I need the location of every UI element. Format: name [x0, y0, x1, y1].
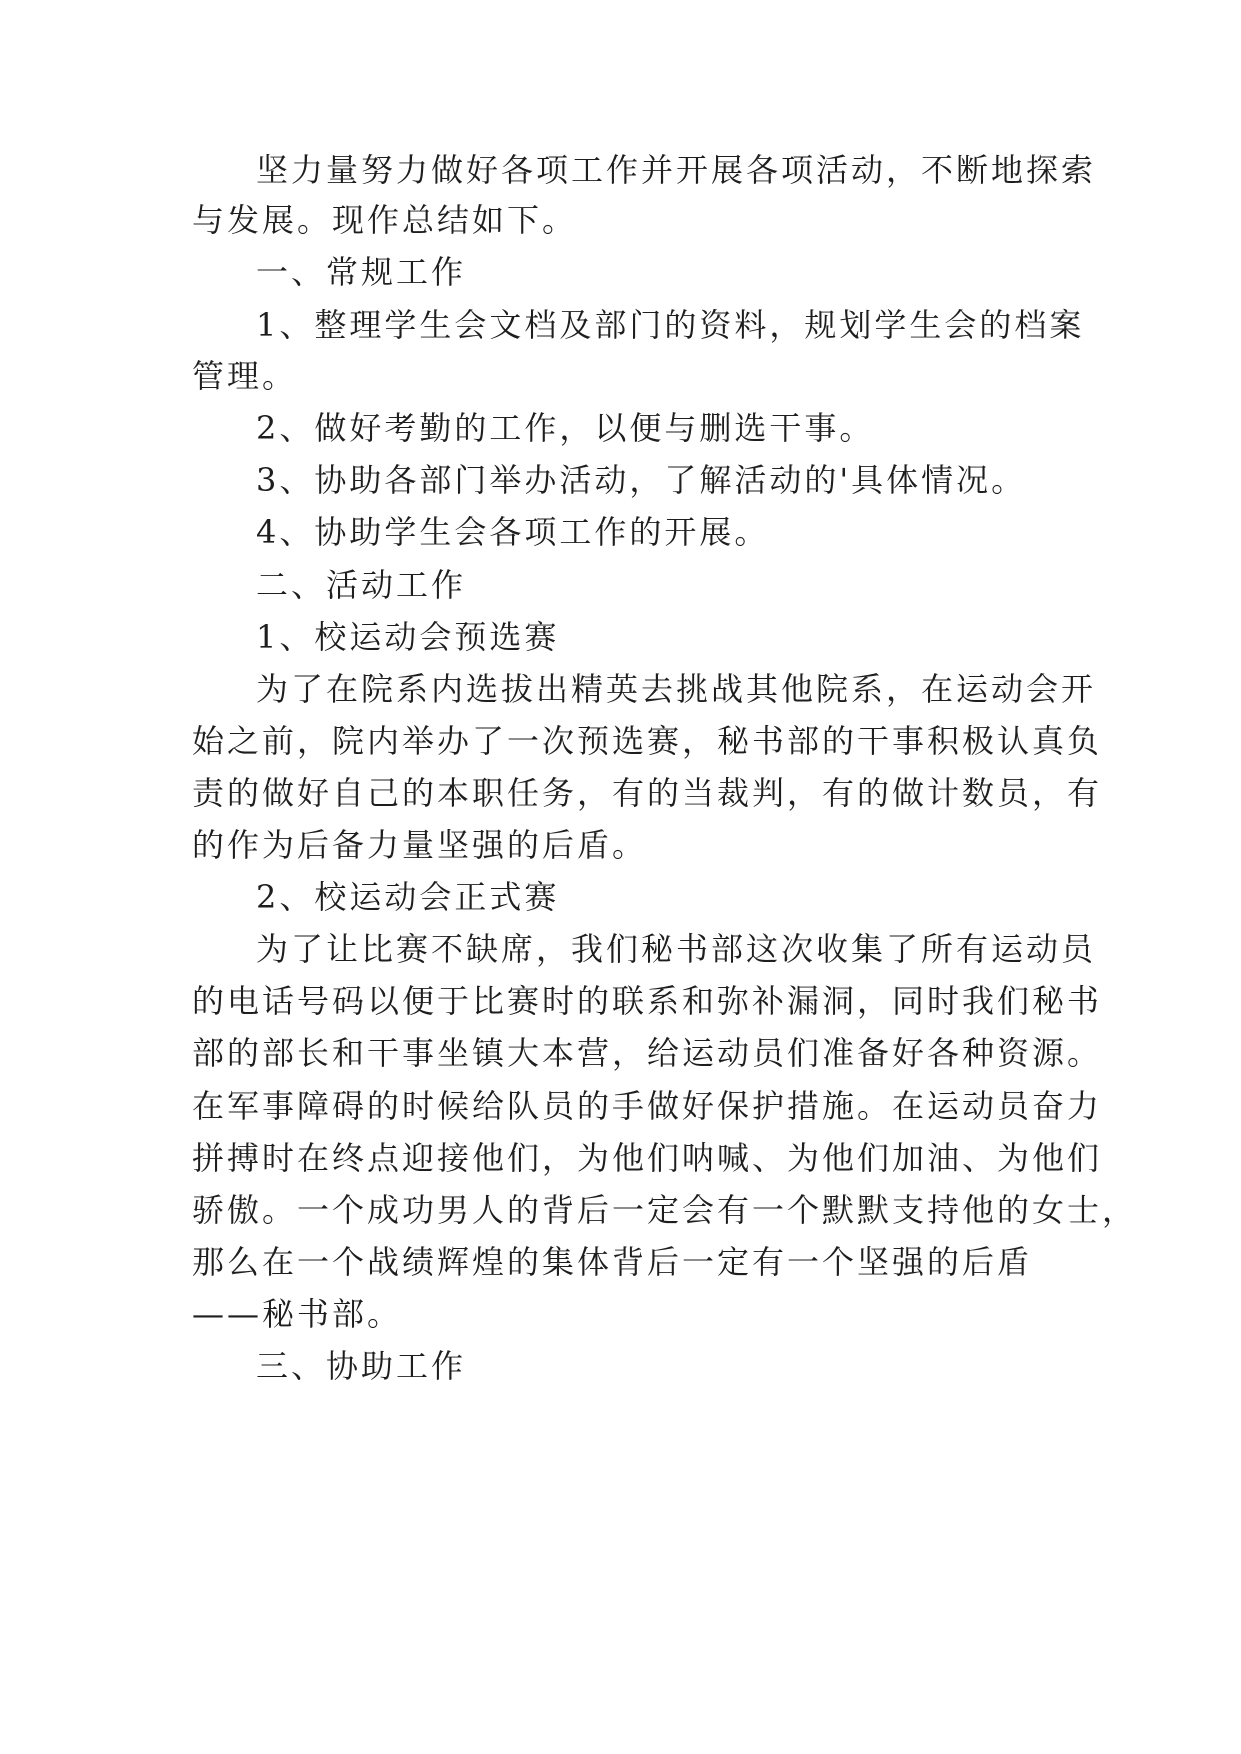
- paragraph-line: 为了在院系内选拔出精英去挑战其他院系，在运动会开: [256, 670, 1097, 708]
- paragraph-line: 部的部长和干事坐镇大本营，给运动员们准备好各种资源。: [192, 1034, 1103, 1072]
- paragraph-line: 坚力量努力做好各项工作并开展各项活动，不断地探索: [256, 151, 1097, 189]
- paragraph-line: 骄傲。一个成功男人的背后一定会有一个默默支持他的女士，: [192, 1191, 1138, 1229]
- section-heading: 一、常规工作: [256, 253, 467, 291]
- paragraph-line: 3、协助各部门举办活动，了解活动的'具体情况。: [256, 461, 1027, 499]
- paragraph-line: 在军事障碍的时候给队员的手做好保护措施。在运动员奋力: [192, 1087, 1103, 1125]
- paragraph-line: 与发展。现作总结如下。: [192, 201, 578, 239]
- paragraph-line: 为了让比赛不缺席，我们秘书部这次收集了所有运动员: [256, 930, 1097, 968]
- paragraph-line: 那么在一个战绩辉煌的集体背后一定有一个坚强的后盾: [192, 1243, 1033, 1281]
- paragraph-line: 责的做好自己的本职任务，有的当裁判，有的做计数员，有: [192, 774, 1103, 812]
- subsection-heading: 2、校运动会正式赛: [256, 878, 560, 916]
- section-heading: 二、活动工作: [256, 566, 467, 604]
- paragraph-line: 始之前，院内举办了一次预选赛，秘书部的干事积极认真负: [192, 722, 1103, 760]
- paragraph-line: 的作为后备力量坚强的后盾。: [192, 826, 648, 864]
- paragraph-line: ——秘书部。: [192, 1295, 403, 1333]
- paragraph-line: 4、协助学生会各项工作的开展。: [256, 513, 770, 551]
- paragraph-line: 管理。: [192, 357, 298, 395]
- paragraph-line: 1、整理学生会文档及部门的资料，规划学生会的档案: [256, 306, 1085, 344]
- paragraph-line: 拼搏时在终点迎接他们，为他们呐喊、为他们加油、为他们: [192, 1139, 1103, 1177]
- paragraph-line: 2、做好考勤的工作，以便与删选干事。: [256, 409, 875, 447]
- subsection-heading: 1、校运动会预选赛: [256, 618, 560, 656]
- section-heading: 三、协助工作: [256, 1347, 467, 1385]
- paragraph-line: 的电话号码以便于比赛时的联系和弥补漏洞，同时我们秘书: [192, 982, 1103, 1020]
